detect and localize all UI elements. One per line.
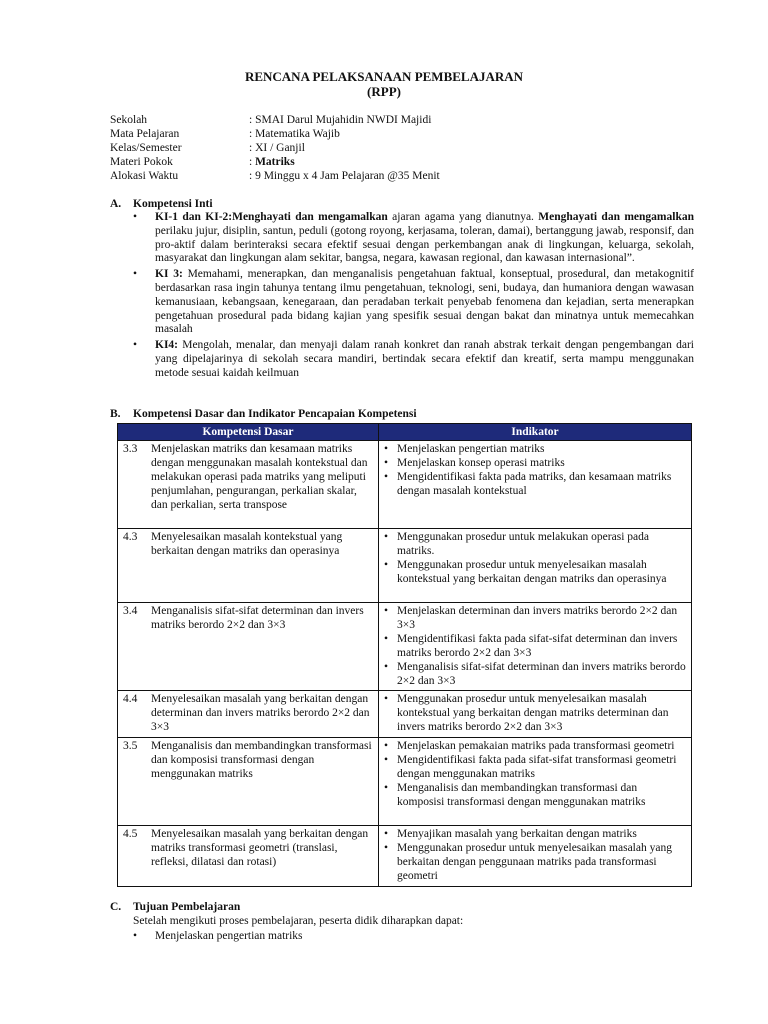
bullet-icon: •: [384, 558, 389, 571]
meta-value: : 9 Minggu x 4 Jam Pelajaran @35 Menit: [249, 170, 440, 182]
bullet-icon: •: [384, 842, 389, 855]
tujuan-intro: Setelah mengikuti proses pembelajaran, peserta didik diharapkan dapat:: [133, 915, 464, 927]
indicator-cell: [379, 738, 692, 826]
table-row: [118, 529, 692, 603]
bullet-icon: •: [133, 339, 138, 352]
column-header-kd: Kompetensi Dasar: [118, 424, 379, 441]
meta-value: : XI / Ganjil: [249, 142, 305, 154]
indicator-text: Menggunakan prosedur untuk melakukan operasi pada matriks.: [397, 531, 649, 557]
kd-text: Menyelesaikan masalah yang berkaitan dengan matriks transformasi geometri (translasi, refleksi, dilatasi dan rotasi): [151, 828, 369, 869]
section-b-heading: [110, 407, 417, 421]
table-row: [118, 738, 692, 826]
tujuan-item: [133, 929, 693, 944]
indicator-cell: [379, 603, 692, 691]
indicator-item: [384, 559, 686, 587]
ki-item-4: [133, 339, 694, 380]
kd-number: 3.5: [123, 740, 138, 753]
kd-number: 4.5: [123, 828, 138, 841]
table-header-row: [118, 424, 692, 441]
kd-cell: [118, 529, 379, 603]
meta-row-materi-pokok: [110, 155, 710, 169]
bullet-icon: •: [384, 531, 389, 543]
kd-number: 4.4: [123, 693, 138, 706]
kd-text: Menganalisis sifat-sifat determinan dan invers matriks berordo 2×2 dan 3×3: [151, 605, 364, 631]
ki-item-1-2: [133, 211, 694, 266]
indicator-text: Menjelaskan konsep operasi matriks: [397, 456, 565, 469]
kd-indicator-table: [117, 423, 692, 887]
indicator-item: [384, 531, 686, 559]
ki-bold: KI 3:: [155, 268, 183, 281]
bullet-icon: •: [384, 782, 389, 795]
ki-text: ajaran agama yang dianutnya.: [387, 211, 539, 223]
indicator-item: [384, 740, 686, 754]
indicator-cell: [379, 691, 692, 738]
section-title: Kompetensi Dasar dan Indikator Pencapaian Kompetensi: [133, 408, 417, 420]
bullet-icon: •: [384, 632, 389, 645]
ki-text: Mengolah, menalar, dan menyaji dalam ranah konkret dan ranah abstrak terkait dengan pengembangan dari yang dipelajarinya di sekolah secara mandiri, bertindak secara efektif dan kreatif, serta mampu menggunakan metode sesuai kaidah keilmuan: [155, 339, 694, 379]
indicator-cell: [379, 826, 692, 887]
indicator-text: Menganalisis dan membandingkan transformasi dan komposisi transformasi dengan menggunakan matriks: [397, 782, 646, 809]
indicator-item: [384, 443, 686, 457]
indicator-item: [384, 842, 686, 884]
indicator-cell: [379, 441, 692, 529]
ki-bold: KI-1 dan KI-2:Menghayati dan mengamalkan: [155, 211, 388, 223]
bullet-icon: •: [384, 456, 389, 469]
section-title: Tujuan Pembelajaran: [133, 901, 241, 913]
bullet-icon: •: [384, 740, 389, 753]
kd-cell: [118, 603, 379, 691]
kd-cell: [118, 826, 379, 887]
meta-label: Mata Pelajaran: [110, 128, 180, 140]
indicator-item: [384, 457, 686, 471]
kd-text: Menganalisis dan membandingkan transformasi dan komposisi transformasi dengan menggunakan matriks: [151, 740, 372, 781]
indicator-cell: [379, 529, 692, 603]
meta-row-kelas-semester: [110, 141, 710, 155]
bullet-icon: •: [133, 211, 138, 223]
indicator-text: Mengidentifikasi fakta pada sifat-sifat determinan dan invers matriks berordo 2×2 dan 3×3: [397, 632, 678, 659]
indicator-item: [384, 661, 686, 689]
indicator-text: Menggunakan prosedur untuk menyelesaikan masalah yang berkaitan dengan penggunaan matriks pada transformasi geometri: [397, 842, 672, 883]
table-row: [118, 441, 692, 529]
indicator-item: [384, 693, 686, 735]
kd-cell: [118, 691, 379, 738]
indicator-text: Mengidentifikasi fakta pada matriks, dan kesamaan matriks dengan masalah kontekstual: [397, 470, 672, 497]
kd-cell: [118, 738, 379, 826]
ki-item-3: [133, 268, 694, 337]
kd-text: Menyelesaikan masalah kontekstual yang berkaitan dengan matriks dan operasinya: [151, 531, 343, 557]
tujuan-block: [133, 914, 693, 943]
bullet-icon: •: [384, 660, 389, 673]
bullet-icon: •: [384, 828, 389, 841]
meta-label: Sekolah: [110, 114, 148, 126]
kd-number: 3.3: [123, 443, 138, 455]
kompetensi-inti-list: [133, 211, 694, 383]
ki-text: perilaku jujur, disiplin, santun, peduli (gotong royong, kerjasama, toleran, damai), bertanggung jawab, responsif, dan pro-aktif dalam berinteraksi secara efektif sesuai dengan perkembangan anak di lingkungan, keluarga, sekolah, masyarakat dan lingkungan alam sekitar, bangsa, negara, kawasan regional, dan kawasan internasional”.: [155, 224, 694, 265]
ki-bold: KI4:: [155, 339, 178, 352]
meta-value: [249, 155, 710, 169]
bullet-icon: •: [133, 929, 138, 942]
indicator-item: [384, 471, 686, 499]
indicator-list: [384, 740, 686, 810]
indicator-item: [384, 754, 686, 782]
meta-value: : Matematika Wajib: [249, 128, 340, 140]
table-row: [118, 826, 692, 887]
kd-text: Menjelaskan matriks dan kesamaan matriks dengan menggunakan masalah kontekstual dan melakukan operasi pada matriks yang meliputi penjumlahan, pengurangan, perkalian skalar, dan perkalian, serta transpose: [151, 443, 368, 511]
indicator-list: [384, 693, 686, 735]
document-subtitle: (RPP): [367, 84, 401, 99]
ki-bold: Menghayati dan mengamalkan: [538, 211, 694, 223]
indicator-item: [384, 605, 686, 633]
bullet-icon: •: [384, 443, 389, 455]
kd-number: 4.3: [123, 531, 138, 543]
indicator-list: [384, 828, 686, 884]
bullet-icon: •: [384, 470, 389, 483]
section-title: Kompetensi Inti: [133, 198, 213, 210]
meta-row-sekolah: [110, 113, 710, 127]
indicator-item: [384, 828, 686, 842]
kd-number: 3.4: [123, 605, 138, 617]
meta-row-alokasi-waktu: [110, 169, 710, 183]
ki-text: Memahami, menerapkan, dan menganalisis pengetahuan faktual, konseptual, prosedural, dan metakognitif berdasarkan rasa ingin tahunya tentang ilmu pengetahuan, teknologi, seni, budaya, dan humaniora dengan wawasan kemanusiaan, kebangsaan, kenegaraan, dan peradaban terkait penyebab fenomena dan kejadian, serta menerapkan pengetahuan prosedural pada bidang kajian yang spesifik sesuai dengan bakat dan minatnya untuk memecahkan masalah: [155, 268, 695, 336]
indicator-text: Menjelaskan pengertian matriks: [397, 443, 545, 455]
document-title: RENCANA PELAKSANAAN PEMBELAJARAN: [244, 69, 524, 84]
column-header-indikator: Indikator: [379, 424, 692, 441]
meta-label: Alokasi Waktu: [110, 170, 179, 182]
indicator-item: [384, 782, 686, 810]
meta-value: : SMAI Darul Mujahidin NWDI Majidi: [249, 114, 432, 126]
indicator-text: Menjelaskan pemakaian matriks pada transformasi geometri: [397, 740, 675, 753]
indicator-list: [384, 443, 686, 499]
section-letter: B.: [110, 408, 121, 420]
meta-value-prefix: :: [249, 156, 256, 168]
bullet-icon: •: [384, 693, 389, 706]
meta-label: Kelas/Semester: [110, 142, 182, 154]
section-c-heading: [110, 900, 240, 914]
indicator-text: Menganalisis sifat-sifat determinan dan invers matriks berordo 2×2 dan 3×3: [397, 660, 686, 687]
meta-row-mata-pelajaran: [110, 127, 710, 141]
bullet-icon: •: [133, 268, 138, 281]
identity-block: [110, 113, 710, 183]
bullet-icon: •: [384, 754, 389, 767]
indicator-item: [384, 633, 686, 661]
indicator-text: Menggunakan prosedur untuk menyelesaikan masalah kontekstual yang berkaitan dengan matriks dan operasinya: [397, 558, 667, 585]
indicator-text: Menyajikan masalah yang berkaitan dengan matriks: [397, 828, 637, 841]
indicator-list: [384, 605, 686, 688]
indicator-text: Menjelaskan determinan dan invers matriks berordo 2×2 dan 3×3: [397, 605, 678, 631]
tujuan-text: Menjelaskan pengertian matriks: [155, 929, 303, 942]
meta-value-bold: Matriks: [255, 156, 295, 168]
bullet-icon: •: [384, 605, 389, 617]
table-row: [118, 603, 692, 691]
section-a-heading: [110, 197, 213, 211]
indicator-text: Menggunakan prosedur untuk menyelesaikan masalah kontekstual yang berkaitan dengan matriks determinan dan invers matriks berordo 2×2 dan 3×3: [397, 693, 669, 734]
kd-cell: [118, 441, 379, 529]
kd-text: Menyelesaikan masalah yang berkaitan dengan determinan dan invers matriks berordo 2×2 dan 3×3: [151, 693, 370, 734]
table-row: [118, 691, 692, 738]
meta-label: Materi Pokok: [110, 156, 173, 168]
section-letter: A.: [110, 198, 122, 210]
section-letter: C.: [110, 901, 122, 913]
indicator-list: [384, 531, 686, 587]
indicator-text: Mengidentifikasi fakta pada sifat-sifat transformasi geometri dengan menggunakan matriks: [397, 754, 677, 781]
